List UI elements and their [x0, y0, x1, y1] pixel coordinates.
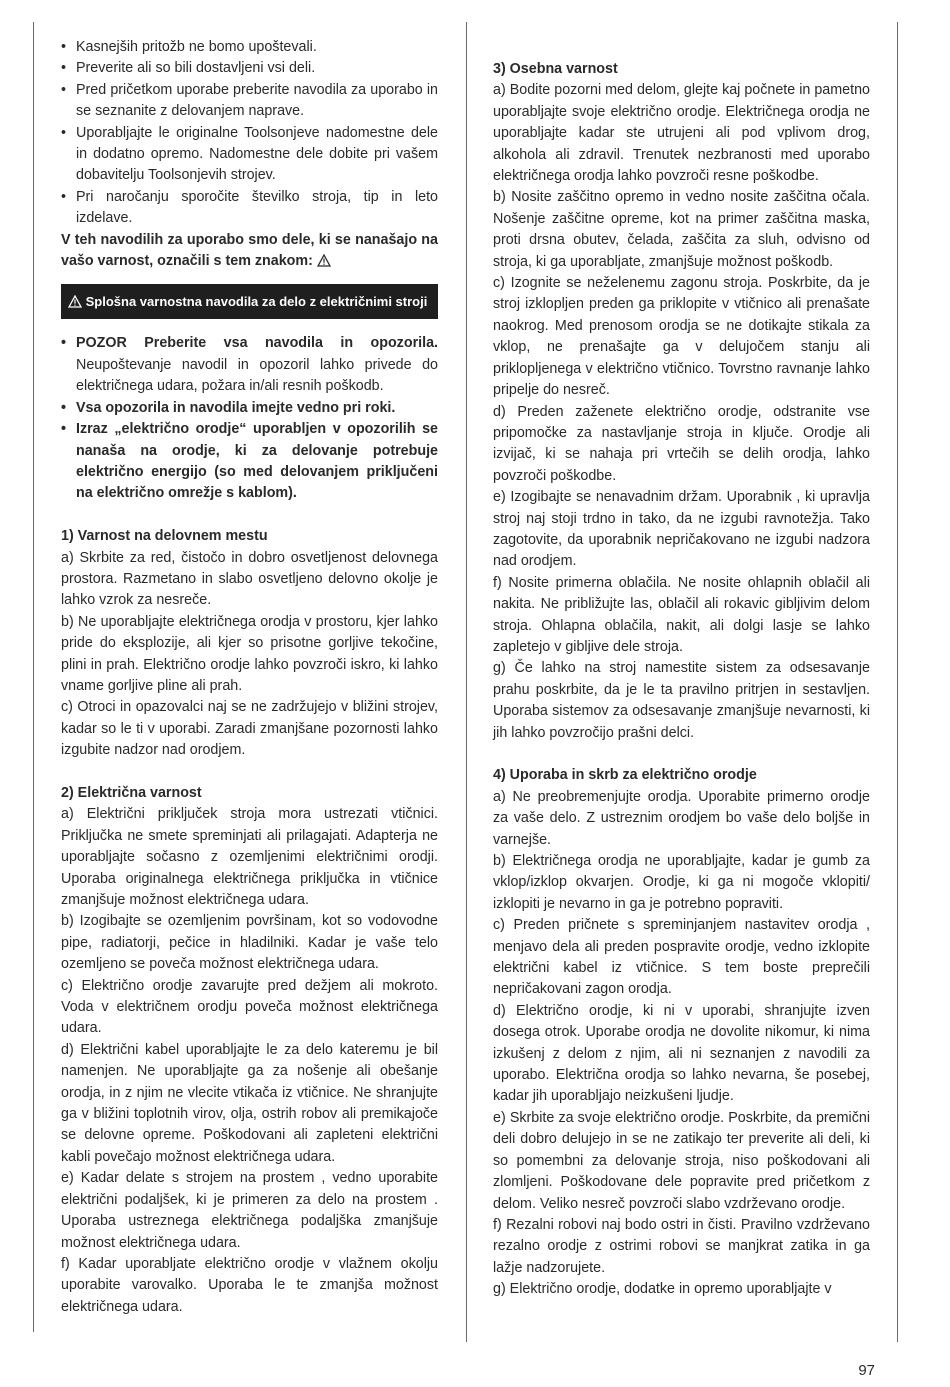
warning-triangle-icon [68, 295, 82, 308]
intro-item: • Uporabljajte le originalne Toolsonjeve nadomestne dele in dodatno opremo. Nadomestne dele dobite pri vašem dobavitelju Toolsonjevih strojev. [61, 123, 438, 187]
paragraph: d) Preden zaženete električno orodje, odstranite vse pripomočke za nastavljanje stroja in ključe. Orodje ali izvijač, ki se nahaja pri vrtečih se delih orodja, lahko povzroči poškodbe. [493, 403, 870, 484]
paragraph: a) Bodite pozorni med delom, glejte kaj počnete in pametno uporabljajte svoje električno orodje. Električnega orodja ne uporabljajte kadar ste utrujeni ali pod vplivom drog, alkohola ali zdravil. Trenutek nezbranosti med uporabo električnega orodja lahko povzroči resne poškodbe. [493, 82, 870, 185]
paragraph: a) Ne preobremenjujte orodja. Uporabite primerno orodje za vaše delo. Z ustreznim orodjem bo vaše delo boljše in varnejše. [493, 788, 870, 848]
paragraph: f) Rezalni robovi naj bodo ostri in čisti. Pravilno vzdrževano rezalno orodje z ostrimi robovi se manjkrat zatika in ga lažje nadzorujete. [493, 1216, 870, 1276]
left-column [61, 37, 438, 1318]
paragraph: a) Skrbite za red, čistočo in dobro osvetljenost delovnega prostora. Razmetano in slabo osvetljeno delovno okolje je lahko vzrok za nesreče. [61, 549, 438, 609]
paragraph: g) Če lahko na stroj namestite sistem za odsesavanje prahu poskrbite, da je le ta pravilno pritrjen in sestavljen. Uporaba sistemov za odsesavanje zmanjšuje nevarnosti, ki jih lahko povzročijo prašni delci. [493, 660, 870, 741]
warning-item-text: Neupoštevanje navodil in opozoril lahko privede do električnega udara, požara in/ali resnih poškodb. [76, 356, 438, 395]
intro-item: • Pri naročanju sporočite številko stroja, tip in leto izdelave. [61, 187, 438, 230]
section-heading: 2) Električna varnost [61, 784, 202, 801]
warning-item [61, 333, 438, 397]
intro-item: • Preverite ali so bili dostavljeni vsi deli. [61, 58, 438, 79]
warning-item-bold: Izraz „električno orodje“ uporabljen v opozorilih se nanaša na orodje, ki za delovanje potrebuje električno energijo (so med delovanjem priključeni na električno omrežje s kablom). [76, 421, 438, 502]
section-heading: 1) Varnost na delovnem mestu [61, 528, 268, 545]
intro-item: • Pred pričetkom uporabe preberite navodila za uporabo in se seznanite z delovanjem naprave. [61, 80, 438, 123]
right-margin-rule [897, 22, 898, 1342]
right-column [493, 59, 870, 1301]
warning-list [61, 333, 438, 504]
paragraph: b) Izogibajte se ozemljenim površinam, kot so vodovodne pipe, radiatorji, pečice in hladilniki. Kadar je vaše telo ozemljeno se poveča možnost električnega udara. [61, 913, 438, 973]
paragraph: a) Električni priključek stroja mora ustrezati vtičnici. Priključka ne smete spreminjati ali prilagajati. Adapterja ne uporabljajte sočasno z ozemljenimi električnimi orodji. Uporaba originalnega električnega priključka in vtičnice zmanjšuje možnost električnega udara. [61, 806, 438, 908]
paragraph: f) Nosite primerna oblačila. Ne nosite ohlapnih oblačil ali nakita. Ne približujte las, oblačil ali rokavic gibljivim delom stroja. Ohlapna oblačila, nakit, ali dolgi lasje se lahko zapletejo v gibljive dele stroja. [493, 574, 870, 655]
general-safety-banner [61, 284, 438, 319]
center-column-rule [466, 22, 467, 1342]
intro-item: • Kasnejših pritožb ne bomo upoštevali. [61, 37, 438, 58]
intro-list [61, 37, 438, 230]
paragraph: d) Električni kabel uporabljajte le za delo kateremu je bil namenjen. Ne uporabljajte ga za nošenje ali obešanje orodja, in z njim ne vlecite vtikača iz vtičnice. Ne shranjujte ga v bližini toplotnih virov, olja, ostrih robov ali premikajoče se delovne opreme. Poškodovani ali zapleteni električni kabli povečajo možnost električnega udara. [61, 1041, 438, 1165]
paragraph: c) Preden pričnete s spreminjanjem nastavitev orodja , menjavo dela ali preden pospravite orodje, vedno izklopite električni kabel iz vtičnice. S tem boste preprečili nepričakovani zagon orodja. [493, 917, 870, 998]
paragraph: d) Električno orodje, ki ni v uporabi, shranjujte izven dosega otrok. Uporabe orodja ne dovolite nikomur, ki nima izkušenj z delom z njim, ali ni seznanjen z navodili za uporabo. Električna orodja so lahko nevarna, še posebej, kadar jih uporabljajo neizkušeni ljudje. [493, 1002, 870, 1105]
spacer [61, 762, 438, 783]
paragraph: f) Kadar uporabljate električno orodje v vlažnem okolju uporabite varovalko. Uporaba le te zmanjša možnost električnega udara. [61, 1255, 438, 1315]
paragraph: g) Električno orodje, dodatke in opremo uporabljajte v [493, 1281, 832, 1298]
paragraph: c) Otroci in opazovalci naj se ne zadržujejo v bližini strojev, kadar so le ti v uporabi. Zaradi zmanjšane pozornosti lahko izgubite nadzor nad orodjem. [61, 699, 438, 759]
safety-marker-note [61, 230, 438, 273]
warning-item-bold: Vsa opozorila in navodila imejte vedno pri roki. [76, 399, 396, 416]
paragraph: e) Izogibajte se nenavadnim držam. Uporabnik , ki upravlja stroj naj stoji trdno in tako, da ne izgubi ravnotežja. Tako zagotovite, da uporabnik nepričakovano ne izgubi nadzora nad orodjem. [493, 489, 870, 570]
paragraph: b) Ne uporabljajte električnega orodja v prostoru, kjer lahko pride do eksplozije, ali kjer so prisotne gorljive tekočine, plini in prah. Električno orodje lahko povzroči iskro, ki lahko vname gorljive pline ali prah. [61, 613, 438, 694]
paragraph: c) Izognite se neželenemu zagonu stroja. Poskrbite, da je stroj izklopljen preden ga priklopite v vtičnico ali prenašate naokrog. Med prenosom orodja se ne dotikajte stikala za vklop, ne prenašajte ga v delujočem stanju ali priklopljenega v električno vtičnico. Tovrstno ravnanje lahko pripelje do nesreč. [493, 275, 870, 399]
section-heading: 4) Uporaba in skrb za električno orodje [493, 767, 757, 784]
paragraph: e) Kadar delate s strojem na prostem , vedno uporabite električni podaljšek, ki je primeren za delo na prostem . Uporaba ustreznega električnega podaljška zmanjšuje možnost električnega udara. [61, 1170, 438, 1251]
warning-item-bold: POZOR Preberite vsa navodila in opozorila. [76, 335, 438, 352]
paragraph: b) Nosite zaščitno opremo in vedno nosite zaščitna očala. Nošenje zaščitne opreme, kot na primer zaščitna maska, proti drsna obutev, čelada, zaščita za sluh, odvisno od stroja, ki ga uporabljate, zmanjšuje možnost poškodb. [493, 189, 870, 270]
section-heading: 3) Osebna varnost [493, 61, 618, 77]
warning-item [61, 419, 438, 505]
spacer [61, 505, 438, 526]
spacer [493, 744, 870, 765]
paragraph: b) Električnega orodja ne uporabljajte, kadar je gumb za vklop/izklop okvarjen. Orodje, ki ga ni mogoče vklopiti/ izklopiti je nevarno in ga je potrebno popraviti. [493, 853, 870, 912]
left-margin-rule [33, 22, 34, 1332]
page-number: 97 [858, 1362, 875, 1379]
warning-item [61, 398, 438, 419]
safety-marker-text: V teh navodilih za uporabo smo dele, ki se nanašajo na vašo varnost, označili s tem znakom: [61, 231, 438, 270]
general-safety-banner-text: Splošna varnostna navodila za delo z električnimi stroji [85, 294, 428, 310]
warning-triangle-icon [317, 254, 331, 267]
paragraph: e) Skrbite za svoje električno orodje. Poskrbite, da premični deli dobro delujejo in se ne zatikajo ter preverite ali deli, ki so pomembni za delovanje stroja, niso poškodovani ali zlomljeni. Poškodovane dele popravite pred pričetkom z delom. Veliko nesreč povzroči slabo vzdrževano orodje. [493, 1109, 870, 1212]
paragraph: c) Električno orodje zavarujte pred dežjem ali mokroto. Voda v električnem orodju poveča možnost električnega udara. [61, 977, 438, 1037]
